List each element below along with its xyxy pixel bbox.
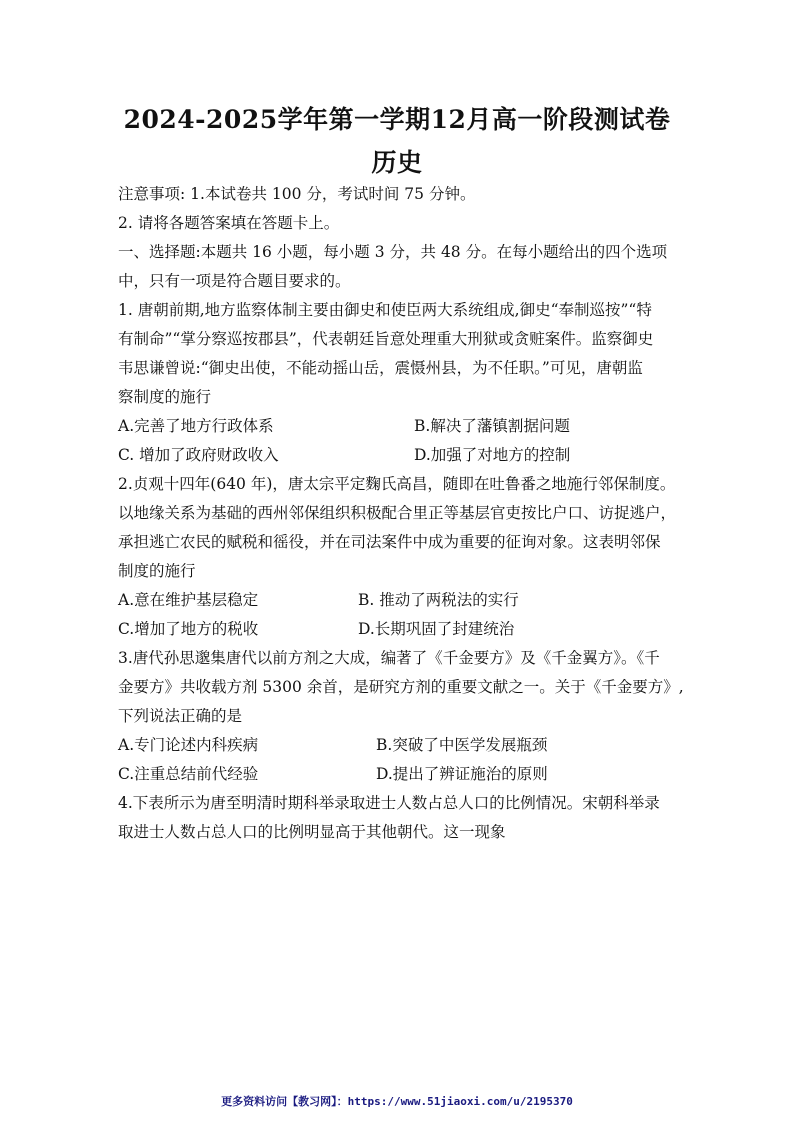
notes-line-1: 注意事项: 1.本试卷共 100 分，考试时间 75 分钟。 (118, 185, 476, 203)
question-1-options-row-1 (118, 412, 688, 441)
question-2-option-b: B. 推动了两税法的实行 (358, 591, 519, 609)
question-1-option-a: A.完善了地方行政体系 (118, 417, 274, 435)
question-3 (118, 644, 688, 789)
question-3-options-row-2 (118, 760, 688, 789)
question-1-options-row-2 (118, 441, 688, 470)
question-2-options-row-1 (118, 586, 688, 615)
question-2 (118, 470, 688, 644)
question-1-stem-line: 韦思谦曾说:“御史出使，不能动摇山岳，震慑州县，为不任职。”可见，唐朝监 (118, 359, 643, 377)
question-2-option-d: D.长期巩固了封建统治 (358, 620, 515, 638)
question-1-stem-line: 1. 唐朝前期,地方监察体制主要由御史和使臣两大系统组成,御史“奉制巡按”“特 (118, 301, 652, 319)
section-heading-line-1: 一、选择题:本题共 16 小题，每小题 3 分，共 48 分。在每小题给出的四个选项 (118, 243, 668, 261)
question-3-stem-line: 3.唐代孙思邈集唐代以前方剂之大成，编著了《千金要方》及《千金翼方》。《千 (118, 649, 660, 667)
section-heading-line-2: 中，只有一项是符合题目要求的。 (118, 272, 351, 290)
question-4-stem-line: 取进士人数占总人口的比例明显高于其他朝代。这一现象 (118, 823, 506, 841)
question-2-stem-line: 以地缘关系为基础的西州邻保组织积极配合里正等基层官吏按比户口、访捉逃户， (118, 504, 677, 522)
question-1 (118, 296, 688, 470)
question-4-stem-line: 4.下表所示为唐至明清时期科举录取进士人数占总人口的比例情况。宋朝科举录 (118, 794, 660, 812)
exam-subject: 历史 (371, 148, 423, 177)
question-3-stem-line: 金要方》共收载方剂 5300 余首，是研究方剂的重要文献之一。关于《千金要方》, (118, 678, 684, 696)
question-3-options-row-1 (118, 731, 688, 760)
notes-line-2: 2. 请将各题答案填在答题卡上。 (118, 214, 340, 232)
question-4 (118, 789, 688, 847)
footer-link-text[interactable]: 更多资料访问【教习网】：https://www.51jiaoxi.com/u/2195370 (221, 1095, 573, 1108)
question-1-option-b: B.解决了藩镇割据问题 (414, 417, 570, 435)
question-2-option-c: C.增加了地方的税收 (118, 620, 259, 638)
question-2-stem-line: 2.贞观十四年(640 年)，唐太宗平定麴氏高昌，随即在吐鲁番之地施行邻保制度。 (118, 475, 676, 493)
question-3-option-b: B.突破了中医学发展瓶颈 (376, 736, 548, 754)
question-1-stem-line: 有制命”“掌分察巡按郡县”，代表朝廷旨意处理重大刑狱或贪赃案件。监察御史 (118, 330, 654, 348)
question-3-option-a: A.专门论述内科疾病 (118, 736, 259, 754)
question-3-option-d: D.提出了辨证施治的原则 (376, 765, 548, 783)
question-2-options-row-2 (118, 615, 688, 644)
question-1-option-d: D.加强了对地方的控制 (414, 446, 571, 464)
question-2-stem-line: 承担逃亡农民的赋税和徭役，并在司法案件中成为重要的征询对象。这表明邻保 (118, 533, 661, 551)
question-2-stem-line: 制度的施行 (118, 562, 196, 580)
question-2-option-a: A.意在维护基层稳定 (118, 591, 259, 609)
question-3-stem-line: 下列说法正确的是 (118, 707, 243, 725)
question-3-option-c: C.注重总结前代经验 (118, 765, 259, 783)
question-1-stem-line: 察制度的施行 (118, 388, 212, 406)
exam-title: 2024-2025学年第一学期12月高一阶段测试卷 (123, 105, 671, 134)
exam-content (118, 180, 688, 847)
question-1-option-c: C. 增加了政府财政收入 (118, 446, 279, 464)
